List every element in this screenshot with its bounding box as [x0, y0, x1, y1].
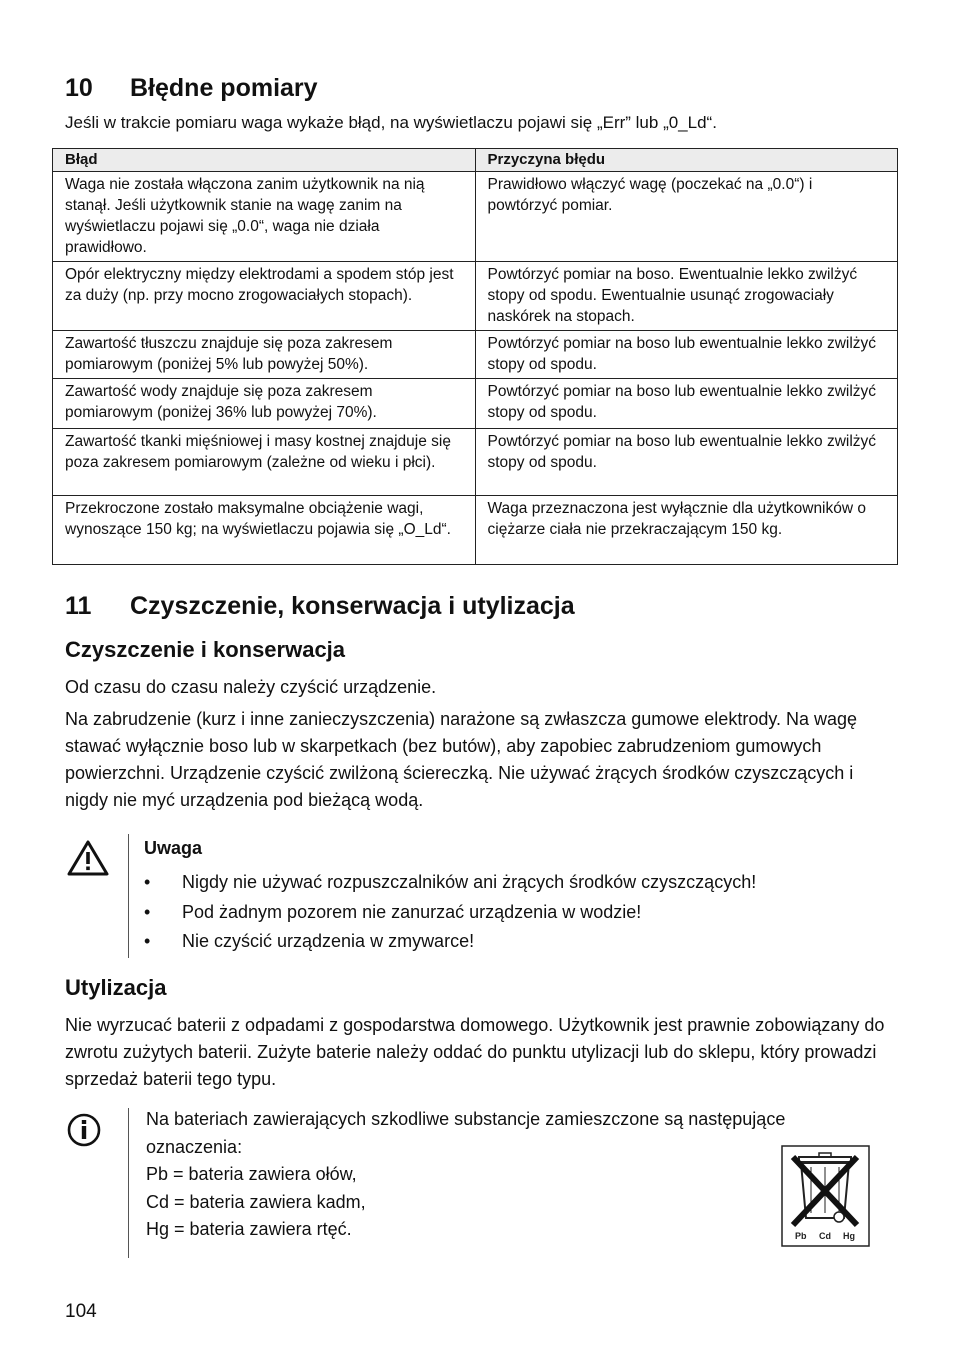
warning-title: Uwaga	[144, 838, 203, 858]
error-cell: Przekroczone zostało maksymalne obciążenie wagi, wynoszące 150 kg; na wyświetlaczu pojawia się „O_Ld“.	[53, 496, 476, 565]
list-item	[144, 898, 756, 928]
info-divider	[128, 1108, 129, 1258]
list-item-text: Pod żadnym pozorem nie zanurzać urządzenia w wodzie!	[182, 901, 642, 922]
bullet: •	[144, 872, 151, 892]
cause-cell: Powtórzyć pomiar na boso. Ewentualnie lekko zwilżyć stopy od spodu. Ewentualnie usunąć zrogowaciały naskórek na stopach.	[475, 262, 898, 331]
column-header-error: Błąd	[53, 149, 476, 172]
list-item	[144, 868, 756, 898]
page-number: 104	[65, 1301, 97, 1322]
error-cell: Opór elektryczny między elektrodami a spodem stóp jest za duży (np. przy mocno zrogowaciałych stopach).	[53, 262, 476, 331]
error-cell: Zawartość wody znajduje się poza zakresem pomiarowym (poniżej 36% lub powyżej 70%).	[53, 379, 476, 429]
list-item-text: Nie czyścić urządzenia w zmywarce!	[182, 931, 475, 951]
cause-cell: Prawidłowo włączyć wagę (poczekać na „0.0“) i powtórzyć pomiar.	[475, 172, 898, 262]
crossed-out-bin-icon	[781, 1145, 870, 1247]
table-row	[53, 429, 898, 496]
cause-cell: Powtórzyć pomiar na boso lub ewentualnie lekko zwilżyć stopy od spodu.	[475, 331, 898, 379]
bullet: •	[144, 931, 151, 951]
info-line: Na bateriach zawierających szkodliwe substancje zamieszczone są następujące	[146, 1109, 786, 1129]
section-10-heading	[65, 74, 318, 103]
disposal-heading: Utylizacja	[65, 975, 167, 1000]
info-line: Cd = bateria zawiera kadm,	[146, 1191, 366, 1212]
cause-cell: Waga przeznaczona jest wyłącznie dla użytkowników o ciężarze ciała nie przekraczającym 150 kg.	[475, 496, 898, 565]
bullet: •	[144, 901, 151, 922]
cause-cell: Powtórzyć pomiar na boso lub ewentualnie lekko zwilżyć stopy od spodu.	[475, 379, 898, 429]
disposal-paragraph: Nie wyrzucać baterii z odpadami z gospodarstwa domowego. Użytkownik jest prawnie zobowiązany do zwrotu zużytych baterii. Zużyte baterie należy oddać do punktu utylizacji lub do sklepu, który prowadzi sprzedaż baterii tego typu.	[65, 1015, 885, 1089]
section-number: 10	[65, 74, 93, 102]
section-11-heading	[65, 592, 575, 621]
warning-triangle-icon	[67, 840, 109, 876]
error-table	[52, 148, 898, 565]
bin-label-cd: Cd	[819, 1231, 831, 1241]
list-item	[144, 927, 756, 957]
cause-cell: Powtórzyć pomiar na boso lub ewentualnie lekko zwilżyć stopy od spodu.	[475, 429, 898, 496]
info-line: Pb = bateria zawiera ołów,	[146, 1164, 357, 1184]
column-header-cause: Przyczyna błędu	[475, 149, 898, 172]
section-title: Błędne pomiary	[130, 74, 318, 102]
error-cell: Waga nie została włączona zanim użytkownik na nią stanął. Jeśli użytkownik stanie na wagę zanim na wyświetlaczu pojawi się „0.0“, waga nie działa prawidłowo.	[53, 172, 476, 262]
cleaning-heading: Czyszczenie i konserwacja	[65, 637, 346, 662]
table-header-row	[53, 149, 898, 172]
info-icon	[67, 1113, 101, 1147]
info-line: Hg = bateria zawiera rtęć.	[146, 1219, 352, 1239]
info-text	[146, 1106, 785, 1244]
warning-list	[144, 868, 756, 957]
warning-divider	[128, 834, 129, 958]
section-10-intro: Jeśli w trakcie pomiaru waga wykaże błąd, na wyświetlaczu pojawi się „Err” lub „0_Ld“.	[65, 113, 717, 132]
error-cell: Zawartość tkanki mięśniowej i masy kostnej znajduje się poza zakresem pomiarowym (zależne od wieku i płci).	[53, 429, 476, 496]
section-title: Czyszczenie, konserwacja i utylizacja	[130, 592, 575, 620]
table-row	[53, 331, 898, 379]
table-row	[53, 496, 898, 565]
list-item-text: Nigdy nie używać rozpuszczalników ani żrących środków czyszczących!	[182, 872, 757, 892]
error-cell: Zawartość tłuszczu znajduje się poza zakresem pomiarowym (poniżej 5% lub powyżej 50%).	[53, 331, 476, 379]
table-row	[53, 379, 898, 429]
section-number: 11	[65, 592, 92, 620]
cleaning-paragraph-2: Na zabrudzenie (kurz i inne zanieczyszczenia) narażone są zwłaszcza gumowe elektrody. Na wagę stawać wyłącznie boso lub w skarpetkach (bez butów), aby zapobiec zabrudzeniom gumowych powierzchni. Urządzenie czyścić zwilżoną ściereczką. Nie używać żrących środków czyszczących i nigdy nie myć urządzenia pod bieżącą wodą.	[65, 709, 858, 810]
bin-label-hg: Hg	[843, 1231, 855, 1241]
cleaning-paragraph-1: Od czasu do czasu należy czyścić urządzenie.	[65, 677, 437, 697]
table-row	[53, 262, 898, 331]
table-row	[53, 172, 898, 262]
info-line: oznaczenia:	[146, 1136, 243, 1157]
bin-label-pb: Pb	[795, 1231, 807, 1241]
